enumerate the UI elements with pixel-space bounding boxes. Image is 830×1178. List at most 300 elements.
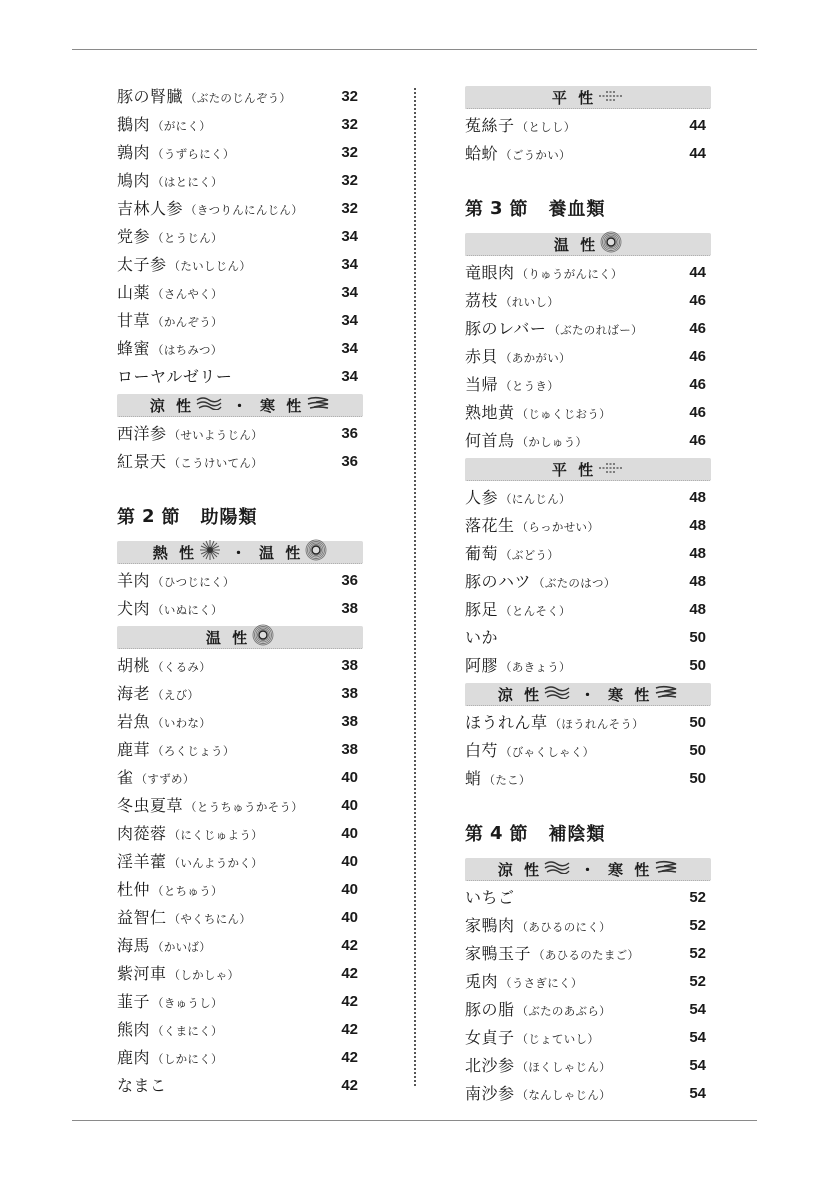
index-entry [465, 399, 711, 427]
bar-separator: ・ [231, 396, 250, 415]
entry-reading: （はちみつ） [152, 342, 223, 357]
entry-reading: （はとにく） [152, 174, 223, 189]
index-entry [117, 792, 363, 820]
index-entry [117, 680, 363, 708]
neutral-nature-icon [598, 88, 624, 106]
section-number: 4 [490, 822, 504, 844]
entry-name [117, 736, 235, 765]
page-number: 42 [341, 937, 358, 954]
warm-nature-icon [600, 231, 622, 257]
index-entry [117, 335, 363, 363]
entry-reading: （たこ） [483, 772, 531, 787]
entry-name [465, 1024, 599, 1053]
bar-label: 寒 性 [608, 685, 653, 704]
index-entry [117, 1044, 363, 1072]
bottom-rule [72, 1120, 757, 1121]
entry-name [117, 1044, 223, 1073]
entry-name [117, 904, 251, 933]
entry-term: 赤貝 [465, 346, 499, 366]
category-bar-neutral [465, 458, 711, 481]
page-number: 40 [341, 769, 358, 786]
warm-nature-icon [305, 539, 327, 565]
bar-label: 涼 性 [497, 685, 542, 704]
section-title [117, 494, 363, 538]
entry-name [465, 968, 583, 997]
entry-reading: （なんしゃじん） [516, 1087, 611, 1102]
page-number: 42 [341, 1049, 358, 1066]
index-entry [465, 596, 711, 624]
index-entry [117, 139, 363, 167]
page-number: 42 [341, 1077, 358, 1094]
entry-term: 鵝肉 [117, 114, 151, 134]
page-number: 48 [689, 573, 706, 590]
entry-name [117, 960, 239, 989]
entry-term: 吉林人参 [117, 198, 184, 218]
section-title [465, 811, 711, 855]
bar-label: 平 性 [551, 88, 597, 107]
list-group [465, 709, 711, 793]
list-group [117, 567, 363, 623]
index-entry [465, 912, 711, 940]
entry-reading: （きつりんにんじん） [185, 202, 304, 217]
entry-term: 何首烏 [465, 430, 515, 450]
entry-term: 杜仲 [117, 879, 151, 899]
entry-name [117, 167, 223, 196]
list-group [117, 83, 363, 391]
bar-label: 寒 性 [260, 396, 305, 415]
entry-term: 西洋参 [117, 423, 167, 443]
index-entry [117, 1072, 363, 1100]
entry-reading: （らっかせい） [516, 519, 600, 534]
entry-name [117, 307, 223, 336]
section-title [465, 186, 711, 230]
entry-name [117, 708, 211, 737]
index-entry [465, 1080, 711, 1108]
section-prefix: 第 [465, 199, 484, 220]
index-entry [117, 167, 363, 195]
page-number: 34 [341, 368, 358, 385]
entry-term: 紫河車 [117, 963, 167, 983]
page-number: 50 [689, 714, 706, 731]
entry-term: 南沙参 [465, 1083, 515, 1103]
index-entry [465, 737, 711, 765]
entry-reading: （しかしゃ） [168, 967, 240, 982]
entry-term: 韮子 [117, 991, 151, 1011]
section-prefix: 第 [465, 824, 484, 845]
index-entry [117, 1016, 363, 1044]
page-number: 46 [689, 320, 706, 337]
entry-reading: （とんそく） [500, 603, 571, 618]
entry-reading: （ぶたのあぶら） [516, 1003, 611, 1018]
index-entry [465, 259, 711, 287]
cool-nature-icon [196, 396, 222, 414]
page-number: 32 [341, 88, 358, 105]
page-number: 34 [341, 284, 358, 301]
entry-term: 肉蓯蓉 [117, 823, 167, 843]
page-number: 48 [689, 601, 706, 618]
entry-reading: （やくちにん） [168, 911, 252, 926]
entry-term: 北沙参 [465, 1055, 515, 1075]
index-entry [465, 709, 711, 737]
entry-reading: （あひるのたまご） [533, 947, 640, 962]
entry-name [465, 596, 571, 625]
entry-term: 茘枝 [465, 290, 499, 310]
entry-name [117, 988, 223, 1017]
entry-term: 菟絲子 [465, 115, 515, 135]
entry-reading: （ごうかい） [500, 147, 571, 162]
entry-term: 女貞子 [465, 1027, 515, 1047]
entry-term: 紅景天 [117, 451, 167, 471]
bar-label: 平 性 [551, 460, 597, 479]
index-entry [465, 112, 711, 140]
entry-term: 豚のレバー [465, 318, 547, 338]
column-divider [414, 88, 416, 1086]
entry-name [117, 420, 263, 449]
index-entry [117, 960, 363, 988]
entry-name [465, 624, 500, 652]
page-number: 36 [341, 572, 358, 589]
entry-reading: （いわな） [152, 715, 212, 730]
index-entry [117, 820, 363, 848]
top-rule [72, 49, 757, 50]
index-entry [465, 343, 711, 371]
page-number: 40 [341, 825, 358, 842]
entry-term: 羊肉 [117, 570, 151, 590]
bar-separator: ・ [579, 685, 598, 704]
bar-label: 温 性 [205, 628, 251, 647]
index-entry [117, 988, 363, 1016]
category-bar-cool-cold [465, 683, 711, 706]
index-entry [465, 652, 711, 680]
entry-name [465, 884, 517, 912]
entry-name [465, 371, 559, 400]
entry-term: 阿膠 [465, 655, 499, 675]
category-bar-cool-cold [117, 394, 363, 417]
entry-reading: （ぶどう） [500, 547, 560, 562]
entry-term: 熊肉 [117, 1019, 151, 1039]
index-entry [117, 876, 363, 904]
page-number: 52 [689, 945, 706, 962]
hot-nature-icon [199, 539, 221, 565]
entry-reading: （にくじゅよう） [168, 827, 263, 842]
entry-name [117, 567, 235, 596]
entry-reading: （ひつじにく） [152, 574, 235, 589]
index-entry [465, 540, 711, 568]
entry-reading: （えび） [152, 687, 200, 702]
entry-name [465, 568, 616, 597]
page-number: 48 [689, 517, 706, 534]
cold-nature-icon [654, 860, 678, 878]
entry-reading: （とうじん） [152, 230, 223, 245]
entry-name [117, 448, 263, 477]
entry-reading: （くまにく） [152, 1023, 223, 1038]
entry-name [117, 335, 223, 364]
entry-term: ローヤルゼリー [117, 367, 233, 386]
entry-reading: （かしゅう） [516, 434, 588, 449]
index-entry [117, 111, 363, 139]
entry-reading: （びゃくしゃく） [500, 744, 595, 759]
index-entry [117, 420, 363, 448]
list-group [117, 652, 363, 1100]
entry-name [465, 315, 643, 344]
bar-separator: ・ [579, 860, 598, 879]
entry-reading: （とうちゅうかそう） [185, 799, 304, 814]
entry-name [465, 709, 644, 738]
entry-reading: （ほくしゃじん） [516, 1059, 611, 1074]
section-number: 2 [142, 505, 156, 527]
list-group [465, 484, 711, 680]
entry-reading: （しかにく） [152, 1051, 223, 1066]
page-number: 46 [689, 432, 706, 449]
index-entry [465, 315, 711, 343]
entry-reading: （せいようじん） [168, 427, 263, 442]
page-number: 50 [689, 629, 706, 646]
entry-name [117, 652, 211, 681]
index-entry [465, 427, 711, 455]
entry-term: なまこ [117, 1076, 167, 1095]
entry-name [465, 259, 623, 288]
entry-term: 淫羊藿 [117, 851, 167, 871]
page-number: 38 [341, 741, 358, 758]
entry-name [117, 195, 303, 224]
list-group [465, 884, 711, 1108]
entry-term: 冬虫夏草 [117, 795, 184, 815]
page-number: 46 [689, 404, 706, 421]
entry-term: 胡桃 [117, 655, 151, 675]
section-name: 養血類 [548, 199, 606, 220]
index-entry [117, 195, 363, 223]
entry-term: 鳩肉 [117, 170, 151, 190]
bar-label: 熱 性 [152, 543, 197, 562]
list-group [117, 420, 363, 476]
page-number: 40 [341, 853, 358, 870]
entry-term: 葡萄 [465, 543, 499, 563]
index-entry [117, 363, 363, 391]
index-entry [465, 140, 711, 168]
index-entry [117, 567, 363, 595]
index-entry [465, 996, 711, 1024]
neutral-nature-icon [598, 460, 624, 478]
entry-name [465, 343, 571, 372]
entry-name [465, 765, 531, 794]
section-suffix: 節 [509, 199, 529, 220]
index-entry [117, 932, 363, 960]
bar-label: 涼 性 [149, 396, 194, 415]
section-name: 補陰類 [548, 824, 606, 845]
entry-name [465, 940, 639, 969]
entry-term: 山薬 [117, 282, 151, 302]
left-column [117, 83, 363, 1100]
entry-name [117, 792, 303, 821]
entry-name [465, 737, 594, 766]
entry-name [117, 680, 199, 709]
right-column [465, 83, 711, 1108]
page-number: 36 [341, 453, 358, 470]
bar-label: 温 性 [259, 543, 304, 562]
entry-name [465, 427, 587, 456]
page-number: 46 [689, 292, 706, 309]
entry-reading: （じょていし） [516, 1031, 600, 1046]
entry-term: いか [465, 628, 499, 647]
page-number: 50 [689, 742, 706, 759]
entry-reading: （にんじん） [500, 491, 571, 506]
entry-term: 岩魚 [117, 711, 151, 731]
entry-reading: （ろくじょう） [152, 743, 235, 758]
entry-term: 人参 [465, 487, 499, 507]
entry-name [465, 512, 599, 541]
entry-reading: （ほうれんそう） [549, 716, 644, 731]
index-entry [117, 848, 363, 876]
entry-name [117, 1016, 223, 1045]
index-entry [117, 652, 363, 680]
index-entry [117, 83, 363, 111]
index-entry [465, 1052, 711, 1080]
entry-reading: （かいば） [152, 939, 212, 954]
page-number: 32 [341, 200, 358, 217]
entry-reading: （うずらにく） [152, 146, 235, 161]
entry-reading: （うさぎにく） [500, 975, 583, 990]
entry-reading: （れいし） [500, 294, 560, 309]
page-number: 50 [689, 770, 706, 787]
page-number: 38 [341, 657, 358, 674]
index-entry [465, 765, 711, 793]
bar-label: 寒 性 [608, 860, 653, 879]
index-entry [465, 884, 711, 912]
category-bar-cool-cold [465, 858, 711, 881]
cold-nature-icon [306, 396, 330, 414]
entry-name [117, 1072, 169, 1100]
entry-reading: （いんようかく） [168, 855, 263, 870]
warm-nature-icon [252, 624, 274, 650]
page-number: 36 [341, 425, 358, 442]
entry-reading: （ぶたのはつ） [533, 575, 616, 590]
page-number: 48 [689, 489, 706, 506]
page-number: 32 [341, 144, 358, 161]
entry-name [117, 223, 223, 252]
entry-name [117, 764, 195, 793]
page-number: 34 [341, 340, 358, 357]
entry-name [117, 932, 211, 961]
category-bar-warm [117, 626, 363, 649]
index-entry [465, 287, 711, 315]
entry-name [465, 484, 571, 513]
entry-term: 犬肉 [117, 598, 151, 618]
index-entry [465, 371, 711, 399]
entry-name [117, 251, 251, 280]
index-entry [465, 624, 711, 652]
entry-term: 蛸 [465, 768, 482, 788]
entry-name [465, 540, 559, 569]
cool-nature-icon [544, 685, 570, 703]
page-number: 50 [689, 657, 706, 674]
entry-term: 家鴨肉 [465, 915, 515, 935]
entry-name [465, 1052, 611, 1081]
index-entry [117, 764, 363, 792]
page-number: 38 [341, 600, 358, 617]
page-number: 48 [689, 545, 706, 562]
entry-name [465, 140, 571, 169]
entry-name [465, 652, 571, 681]
entry-term: 白芍 [465, 740, 499, 760]
index-entry [117, 448, 363, 476]
entry-reading: （じゅくじおう） [516, 406, 611, 421]
entry-term: 海老 [117, 683, 151, 703]
page-number: 34 [341, 256, 358, 273]
index-entry [117, 736, 363, 764]
index-entry [117, 223, 363, 251]
page-number: 42 [341, 993, 358, 1010]
entry-term: 甘草 [117, 310, 151, 330]
entry-term: 海馬 [117, 935, 151, 955]
entry-reading: （ぶたのればー） [548, 322, 643, 337]
index-entry [465, 512, 711, 540]
index-entry [117, 904, 363, 932]
page-number: 42 [341, 965, 358, 982]
entry-name [465, 399, 611, 428]
entry-term: 家鴨玉子 [465, 943, 532, 963]
entry-reading: （たいしじん） [168, 258, 252, 273]
entry-term: 鹿肉 [117, 1047, 151, 1067]
entry-reading: （あきょう） [500, 659, 571, 674]
section-suffix: 節 [161, 507, 181, 528]
entry-term: 豚のハツ [465, 571, 532, 591]
bar-label: 温 性 [553, 235, 599, 254]
entry-term: 落花生 [465, 515, 515, 535]
page-number: 54 [689, 1029, 706, 1046]
entry-reading: （あかがい） [500, 350, 571, 365]
cool-nature-icon [544, 860, 570, 878]
entry-term: 鹿茸 [117, 739, 151, 759]
index-entry [465, 968, 711, 996]
entry-name [117, 83, 291, 112]
index-entry [117, 251, 363, 279]
entry-term: 益智仁 [117, 907, 167, 927]
entry-name [117, 279, 223, 308]
entry-name [117, 848, 263, 877]
index-entry [465, 1024, 711, 1052]
page-number: 54 [689, 1057, 706, 1074]
entry-reading: （あひるのにく） [516, 919, 611, 934]
entry-name [117, 820, 263, 849]
entry-reading: （がにく） [152, 118, 212, 133]
page-number: 38 [341, 713, 358, 730]
entry-reading: （とちゅう） [152, 883, 223, 898]
index-entry [117, 708, 363, 736]
entry-term: いちご [465, 888, 515, 907]
index-entry [465, 568, 711, 596]
index-entry [117, 595, 363, 623]
entry-reading: （すずめ） [135, 771, 195, 786]
index-entry [465, 484, 711, 512]
entry-name [465, 1080, 611, 1109]
page-number: 46 [689, 348, 706, 365]
page-number: 52 [689, 917, 706, 934]
entry-reading: （いぬにく） [152, 602, 223, 617]
entry-name [117, 139, 235, 168]
entry-term: 当帰 [465, 374, 499, 394]
entry-reading: （とうき） [500, 378, 560, 393]
category-bar-neutral [465, 86, 711, 109]
list-group [465, 259, 711, 455]
entry-term: 熟地黄 [465, 402, 515, 422]
entry-name [117, 595, 223, 624]
page-number: 40 [341, 909, 358, 926]
cold-nature-icon [654, 685, 678, 703]
entry-term: 豚足 [465, 599, 499, 619]
entry-term: 党参 [117, 226, 151, 246]
page-number: 46 [689, 376, 706, 393]
entry-term: ほうれん草 [465, 712, 548, 732]
